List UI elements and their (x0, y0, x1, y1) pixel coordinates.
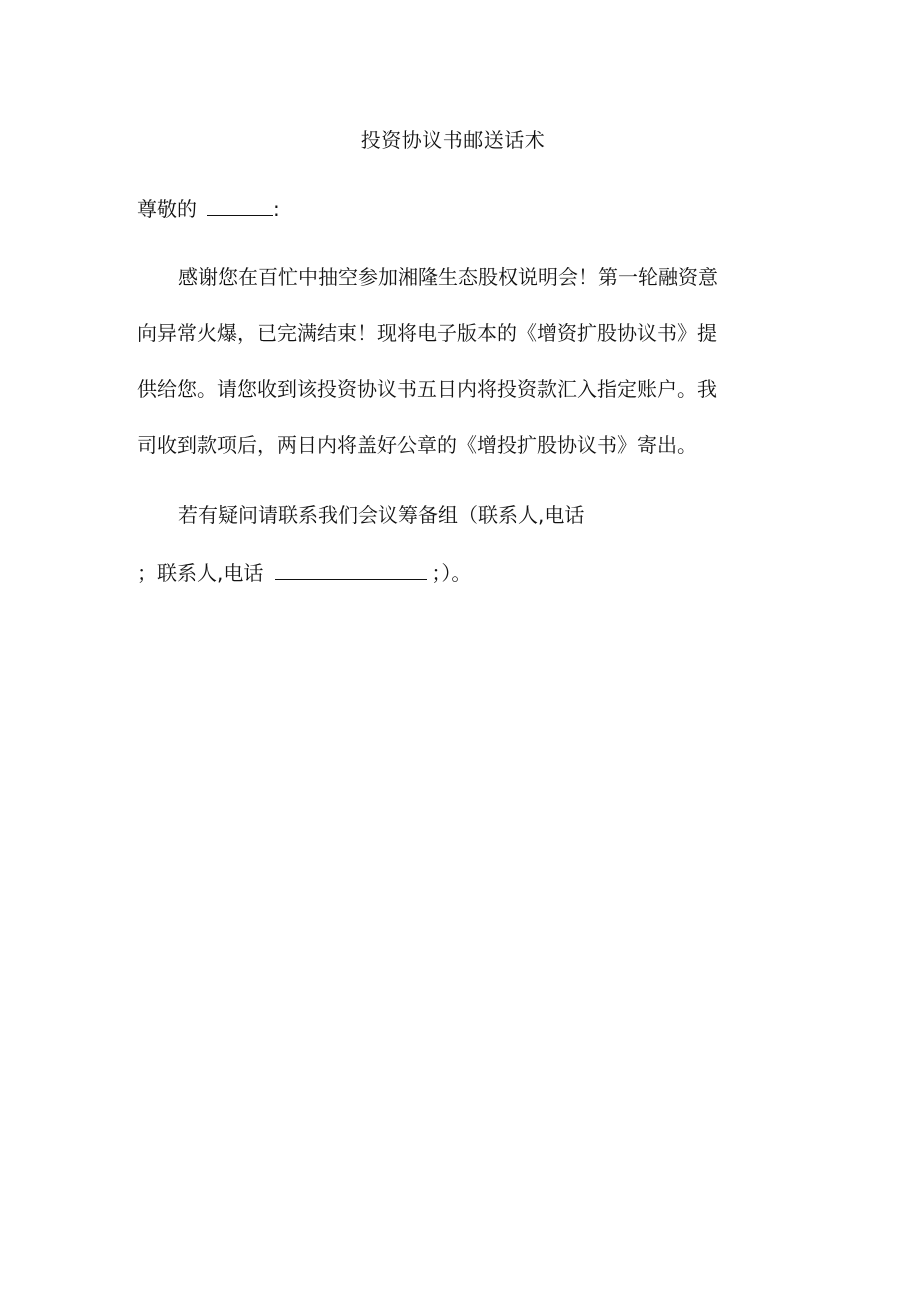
paragraph2-line1: 若有疑问请联系我们会议筹备组（联系人,电话 (178, 503, 585, 527)
salutation-line (137, 193, 280, 224)
salutation-suffix: : (273, 197, 280, 221)
document-title: 投资协议书邮送话术 (360, 128, 546, 152)
recipient-name-blank (207, 193, 273, 216)
phone-number-blank (275, 557, 427, 580)
paragraph1-line4: 司收到款项后，两日内将盖好公章的《增投扩股协议书》寄出。 (137, 433, 697, 457)
salutation-prefix: 尊敬的 (137, 197, 197, 221)
paragraph2-line2-prefix: ；联系人,电话 (137, 561, 264, 585)
paragraph1-line1: 感谢您在百忙中抽空参加湘隆生态股权说明会！第一轮融资意 (178, 265, 718, 289)
paragraph1-line2: 向异常火爆，已完满结束！现将电子版本的《增资扩股协议书》提 (137, 321, 717, 345)
paragraph1-line3: 供给您。请您收到该投资协议书五日内将投资款汇入指定账户。我 (137, 377, 717, 401)
paragraph2-line2-suffix: ；）。 (431, 561, 472, 585)
paragraph2-line2 (137, 557, 471, 588)
